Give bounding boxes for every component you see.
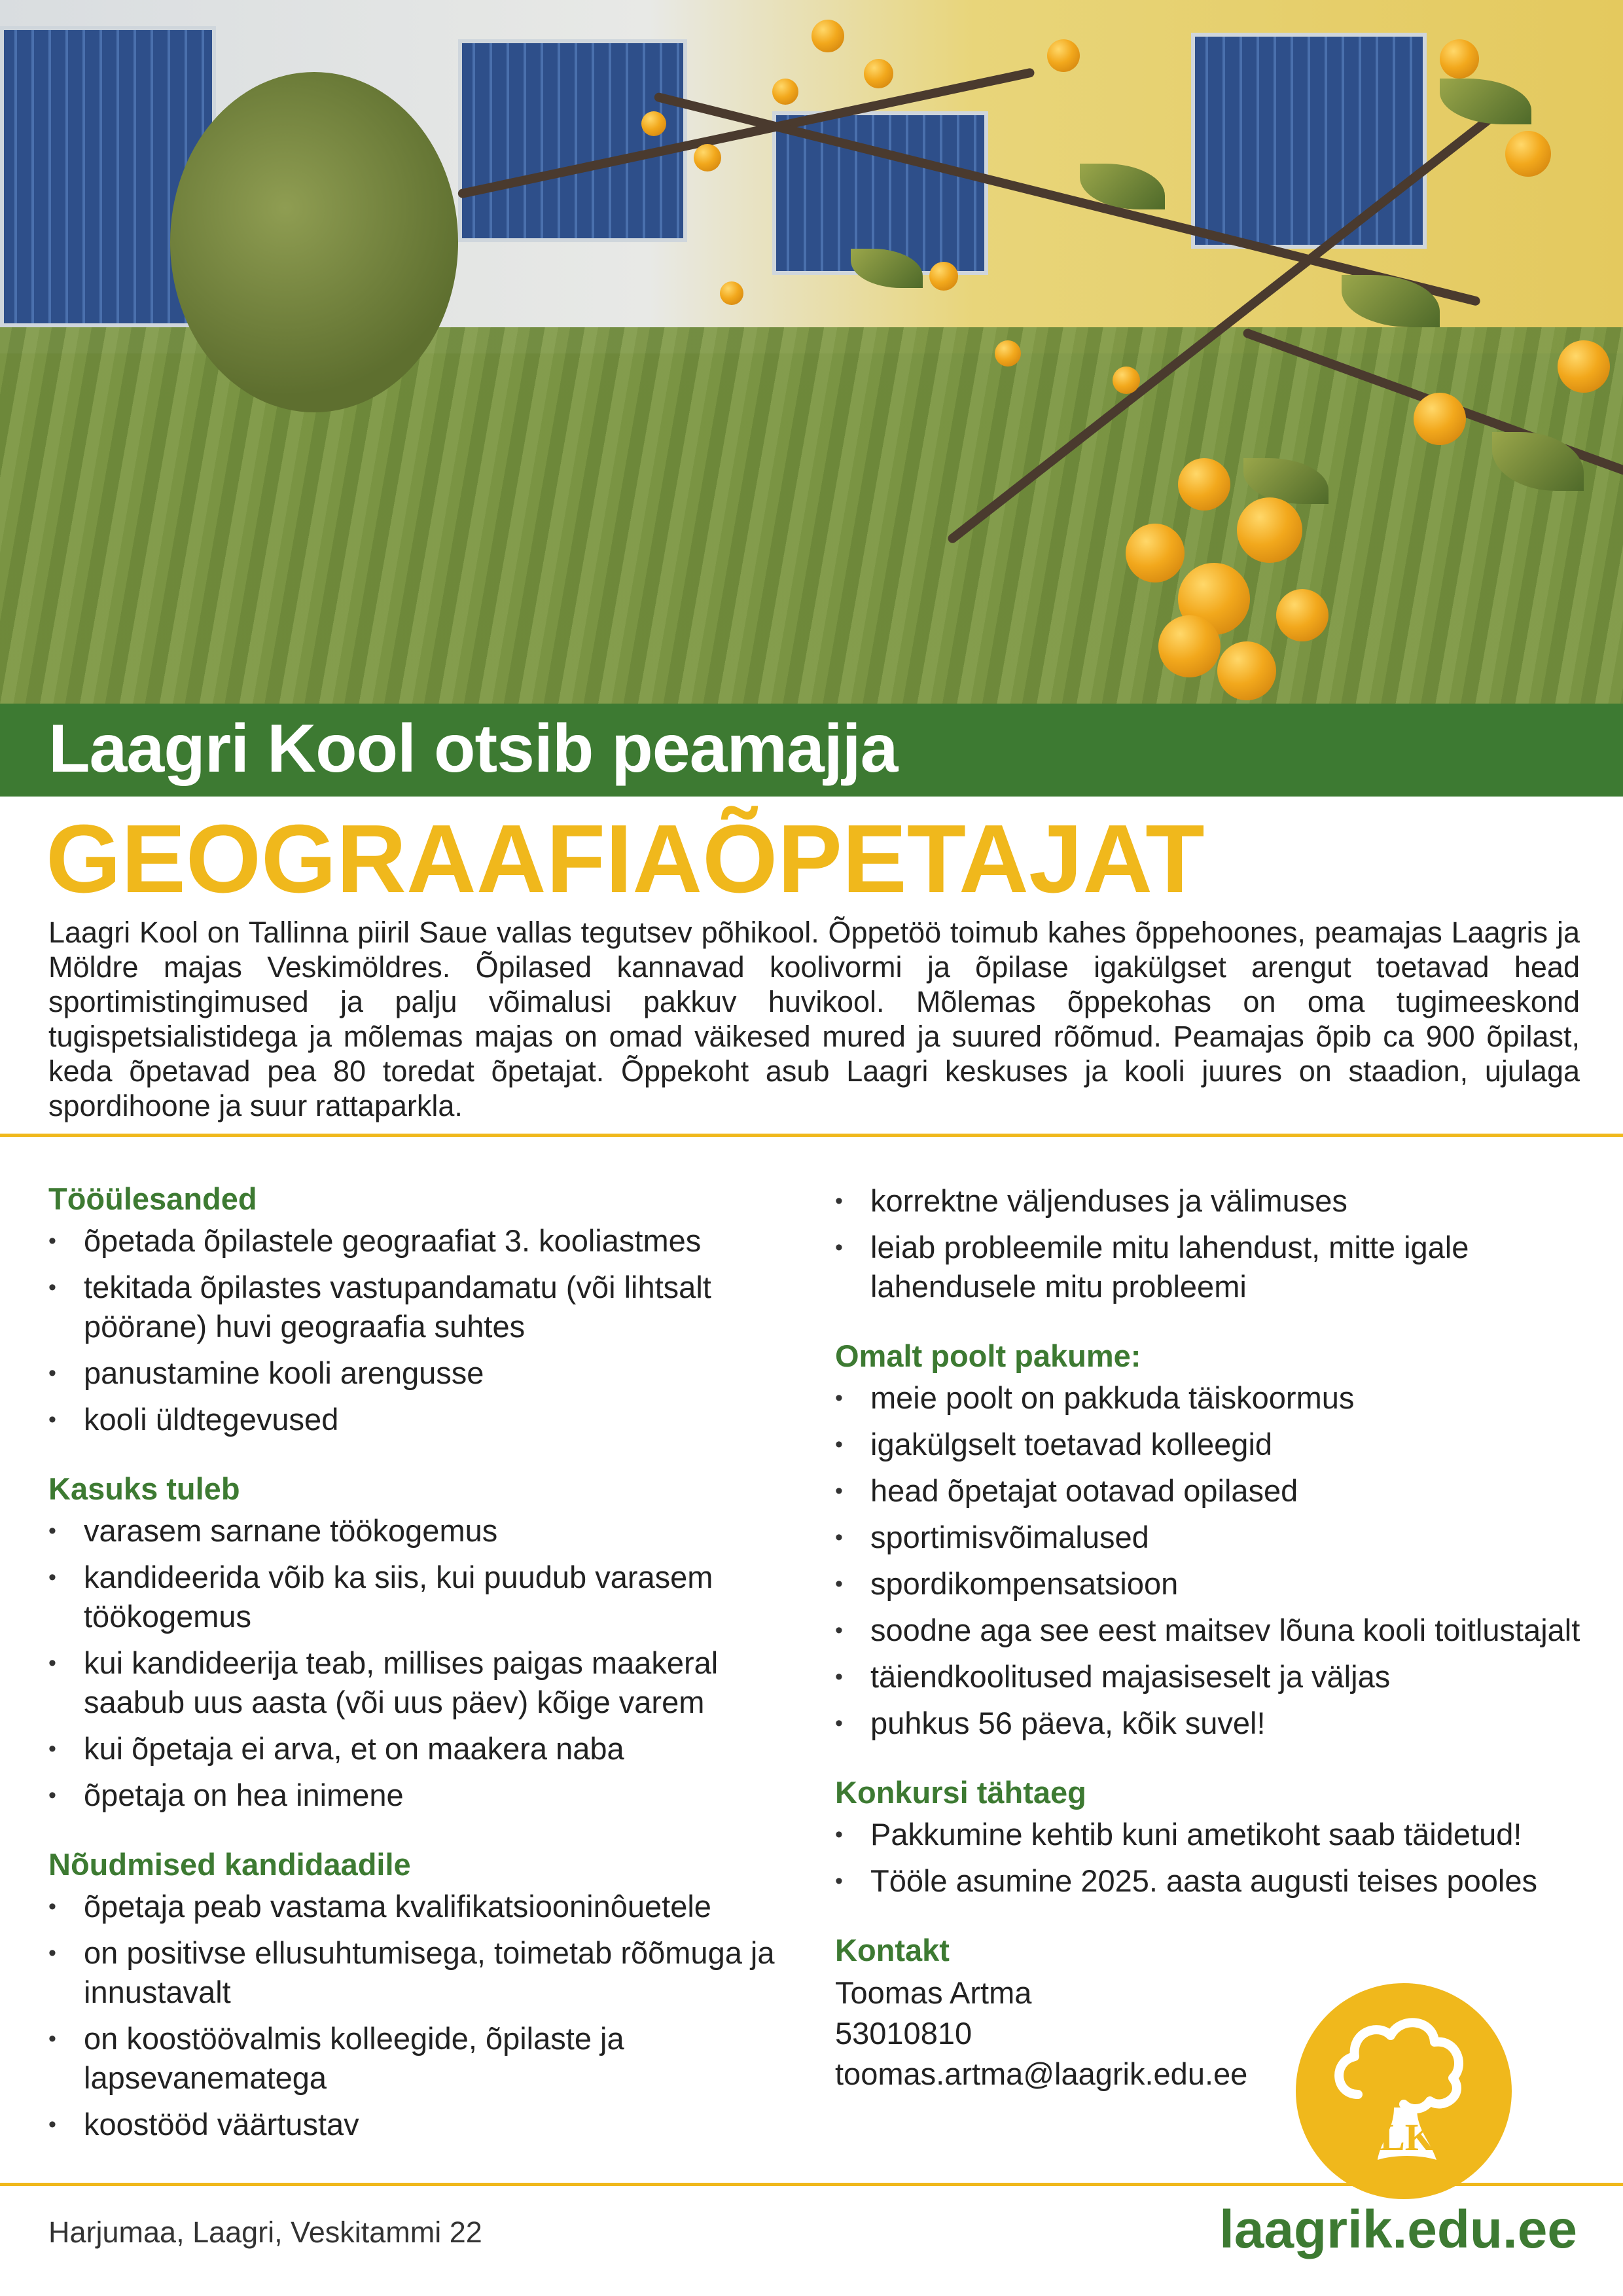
- list-item: • igakülgselt toetavad kolleegid: [835, 1425, 1588, 1464]
- requirements-list-continued: [835, 1181, 1588, 1306]
- list-item: • õpetada õpilastele geograafiat 3. kooliastmes: [48, 1221, 801, 1261]
- list-item: • õpetaja on hea inimene: [48, 1776, 801, 1815]
- list-item: • korrektne väljenduses ja välimuses: [835, 1181, 1588, 1221]
- tasks-list: [48, 1221, 801, 1439]
- list-item: • õpetaja peab vastama kvalifikatsiooninôuetele: [48, 1887, 801, 1926]
- contact-email[interactable]: toomas.artma@laagrik.edu.ee: [835, 2056, 1248, 2091]
- laagri-kool-tree-logo-icon: [1296, 1983, 1512, 2199]
- list-item: • leiab probleemile mitu lahendust, mitte igale lahendusele mitu probleemi: [835, 1228, 1588, 1306]
- advantages-list: [48, 1511, 801, 1815]
- hero-photo: [0, 0, 1623, 704]
- list-item: • sportimisvõimalused: [835, 1518, 1588, 1557]
- list-item: • meie poolt on pakkuda täiskoormus: [835, 1378, 1588, 1418]
- section-title-deadline: Konkursi tähtaeg: [835, 1775, 1086, 1810]
- list-item: • kui õpetaja ei arva, et on maakera naba: [48, 1729, 801, 1768]
- section-title-advantages: Kasuks tuleb: [48, 1471, 240, 1506]
- headline-intro: Laagri Kool otsib peamajja: [48, 711, 898, 787]
- divider: [0, 1134, 1623, 1137]
- offer-list: [835, 1378, 1588, 1743]
- list-item: • Tööle asumine 2025. aasta augusti teises pooles: [835, 1861, 1588, 1901]
- list-item: • täiendkoolitused majasiseselt ja väljas: [835, 1657, 1588, 1696]
- website-link[interactable]: laagrik.edu.ee: [1219, 2200, 1577, 2259]
- list-item: • kooli üldtegevused: [48, 1400, 801, 1439]
- tree-icon: [1296, 1983, 1512, 2199]
- list-item: • head õpetajat ootavad opilased: [835, 1471, 1588, 1511]
- section-title-contact: Kontakt: [835, 1933, 950, 1967]
- list-item: • on koostöövalmis kolleegide, õpilaste ja lapsevanematega: [48, 2019, 801, 2098]
- list-item: • spordikompensatsioon: [835, 1564, 1588, 1604]
- list-item: • tekitada õpilastes vastupandamatu (või lihtsalt pöörane) huvi geograafia suhtes: [48, 1268, 801, 1346]
- list-item: • panustamine kooli arengusse: [48, 1354, 801, 1393]
- shrub: [170, 72, 458, 412]
- list-item: • puhkus 56 päeva, kõik suvel!: [835, 1704, 1588, 1743]
- section-title-tasks: Tööülesanded: [48, 1181, 257, 1216]
- building-window: [458, 39, 687, 242]
- contact-name: Toomas Artma: [835, 1975, 1032, 2010]
- svg-text:LK: LK: [1380, 2116, 1435, 2159]
- section-title-requirements: Nõudmised kandidaadile: [48, 1847, 411, 1882]
- section-title-offer: Omalt poolt pakume:: [835, 1338, 1141, 1373]
- list-item: • kui kandideerija teab, millises paigas maakeral saabub uus aasta (või uus päev) kõige varem: [48, 1643, 801, 1722]
- list-item: • Pakkumine kehtib kuni ametikoht saab täidetud!: [835, 1815, 1588, 1854]
- list-item: • koostööd väärtustav: [48, 2105, 801, 2144]
- left-column: [48, 1179, 801, 2174]
- list-item: • soodne aga see eest maitsev lõuna kooli toitlustajalt: [835, 1611, 1588, 1650]
- list-item: • kandideerida võib ka siis, kui puudub varasem töökogemus: [48, 1558, 801, 1636]
- job-title: GEOGRAAFIAÕPETAJAT: [46, 805, 1205, 913]
- building-window: [1191, 33, 1427, 249]
- deadline-list: [835, 1815, 1588, 1901]
- footer-divider: [0, 2183, 1623, 2186]
- requirements-list: [48, 1887, 801, 2144]
- list-item: • on positivse ellusuhtumisega, toimetab rõõmuga ja innustavalt: [48, 1933, 801, 2012]
- intro-paragraph: Laagri Kool on Tallinna piiril Saue vallas tegutsev põhikool. Õppetöö toimub kahes õppehoones, peamajas Laagris ja Möldre majas Veskimöldres. Õpilased kannavad koolivormi ja õpilase igakülgset arengut toetavad head sportimistingimused ja palju võimalusi pakkuv huvikool. Mõlemas õppekohas on oma tugimeeskond tugispetsialistidega ja mõlemas majas on omad väikesed mured ja suured rõõmud. Peamajas õpib ca 900 õpilast, keda õpetavad pea 80 toredat õpetajat. Õppekoht asub Laagri keskuses ja kooli juures on staadion, ujulaga spordihoone ja suur rattaparkla.: [48, 916, 1580, 1122]
- right-column: [835, 1181, 1588, 2094]
- footer-address: Harjumaa, Laagri, Veskitammi 22: [48, 2215, 482, 2249]
- contact-phone[interactable]: 53010810: [835, 2016, 972, 2051]
- list-item: • varasem sarnane töökogemus: [48, 1511, 801, 1551]
